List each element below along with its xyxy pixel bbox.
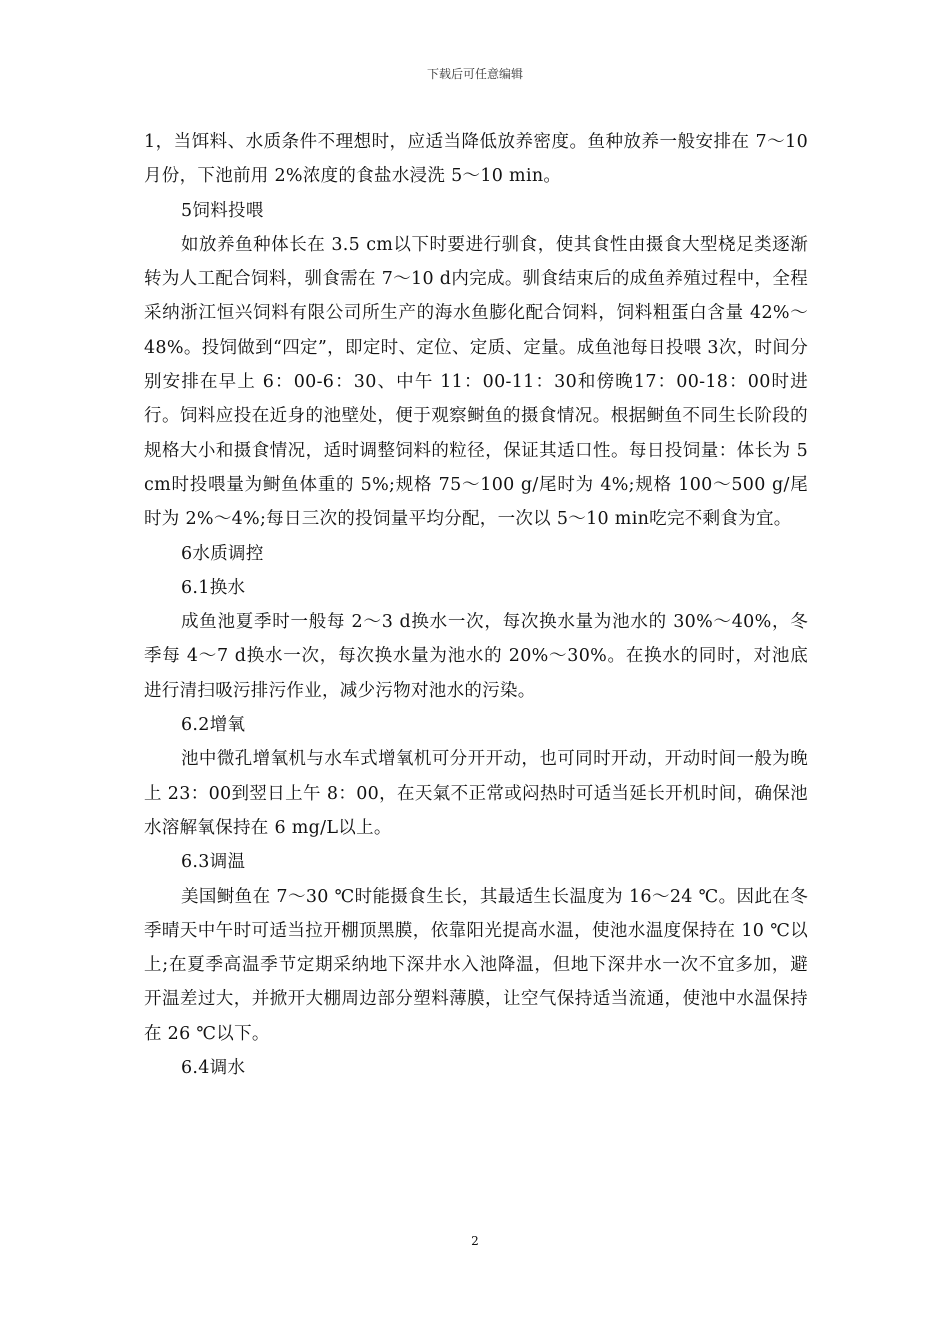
heading-aeration: 6.2增氧 [181,715,246,736]
paragraph-feeding: 如放养鱼种体长在 3.5 cm以下时要进行驯食，使其食性由摄食大型桡足类逐渐转为人工配合饲料，驯食需在 7～10 d内完成。驯食结束后的成鱼养殖过程中，全程采纳浙江恒兴饲料有限公司所生产的海水鱼膨化配合饲料，饲料粗蛋白含量 42%～48%。投饲做到“四定”，即定时、定位、定质、定量。成鱼池每日投喂 3次，时间分别安排在早上 6：00-6：30、中午 11：00-11：30和傍晚17：00-18：00时进行。饲料应投在近身的池壁处，便于观察鲥鱼的摄食情况。根据鲥鱼不同生长阶段的规格大小和摄食情况，适时调整饲料的粒径，保证其适口性。每日投饲量：体长为 5 cm时投喂量为鲥鱼体重的 5%;规格 75～100 g/尾时为 4%;规格 100～500 g/尾时为 2%～4%;每日三次的投饲量平均分配，一次以 5～10 min吃完不剩食为宜。 [144,234,808,530]
heading-water-quality: 6水质调控 [181,543,264,564]
document-body [144,125,808,1085]
paragraph-aeration: 池中微孔增氧机与水车式增氧机可分开开动，也可同时开动，开动时间一般为晚上 23：00到翌日上午 8：00，在天氣不正常或闷热时可适当延长开机时间，确保池水溶解氧保持在 6 mg/L以上。 [144,749,808,838]
heading-water-exchange: 6.1换水 [181,577,246,598]
heading-feeding: 5饲料投喂 [181,200,264,221]
paragraph-water-exchange: 成鱼池夏季时一般每 2～3 d换水一次，每次换水量为池水的 30%～40%，冬季每 4～7 d换水一次，每次换水量为池水的 20%～30%。在换水的同时，对池底进行清扫吸污排污作业，减少污物对池水的污染。 [144,612,808,701]
page-number: 2 [471,1234,479,1248]
page-header: 下载后可任意编辑 [426,67,523,81]
paragraph-temperature: 美国鲥鱼在 7～30 ℃时能摄食生长，其最适生长温度为 16～24 ℃。因此在冬季晴天中午时可适当拉开棚顶黑膜，依靠阳光提高水温，使池水温度保持在 10 ℃以上;在夏季高温季节定期采纳地下深井水入池降温，但地下深井水一次不宜多加，避开温差过大，并掀开大棚周边部分塑料薄膜，让空气保持适当流通，使池中水温保持在 26 ℃以下。 [144,886,808,1044]
paragraph-stocking-density: 1，当饵料、水质条件不理想时，应适当降低放养密度。鱼种放养一般安排在 7～10月份，下池前用 2%浓度的食盐水浸洗 5～10 min。 [144,132,808,187]
heading-water-adjustment: 6.4调水 [181,1058,246,1079]
heading-temperature: 6.3调温 [181,852,246,873]
